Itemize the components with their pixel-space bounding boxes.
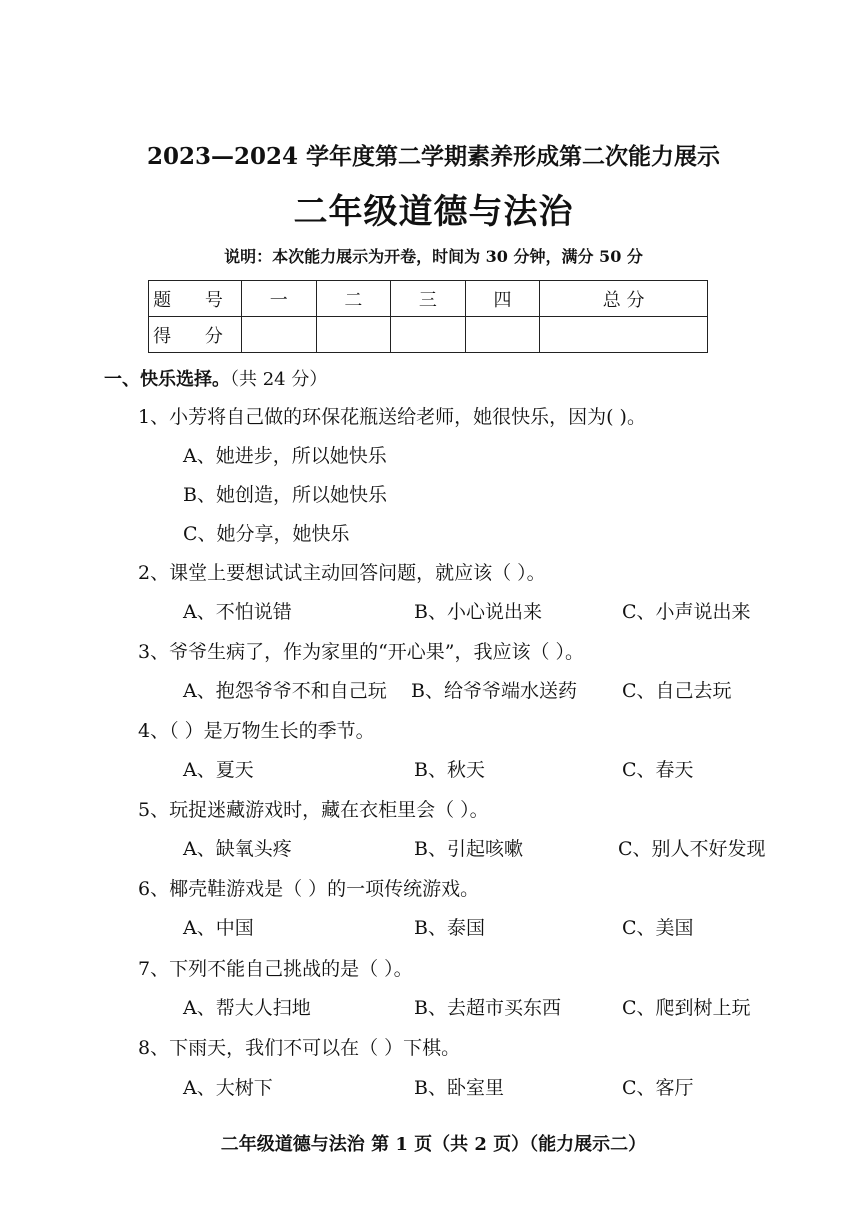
question-6-option-b: B、泰国 bbox=[414, 917, 485, 939]
question-2-option-c: C、小声说出来 bbox=[622, 601, 751, 623]
score-cell-header: 三 bbox=[391, 281, 466, 317]
question-8-option-b: B、卧室里 bbox=[414, 1077, 504, 1099]
question-6: 6、椰壳鞋游戏是（ ）的一项传统游戏。 bbox=[138, 878, 480, 900]
exam-instructions: 说明：本次能力展示为开卷，时间为 30 分钟，满分 50 分 bbox=[224, 247, 643, 266]
score-cell-blank bbox=[465, 317, 540, 353]
score-cell-blank bbox=[242, 317, 317, 353]
question-7-option-b: B、去超市买东西 bbox=[414, 997, 561, 1019]
question-8-option-a: A、大树下 bbox=[183, 1077, 273, 1099]
score-table bbox=[148, 280, 708, 353]
score-cell-label: 得 分 bbox=[149, 317, 242, 353]
score-table-header-row bbox=[149, 281, 708, 317]
exam-title-line1: 2023—2024 学年度第二学期素养形成第二次能力展示 bbox=[146, 143, 721, 170]
question-3-option-a: A、抱怨爷爷不和自己玩 bbox=[183, 680, 387, 702]
score-cell-blank bbox=[391, 317, 466, 353]
question-5-option-a: A、缺氧头疼 bbox=[183, 838, 292, 860]
score-table-score-row bbox=[149, 317, 708, 353]
question-8: 8、下雨天，我们不可以在（ ）下棋。 bbox=[138, 1037, 461, 1059]
exam-title-subject: 二年级道德与法治 bbox=[293, 192, 574, 232]
question-5: 5、玩捉迷藏游戏时，藏在衣柜里会（ ）。 bbox=[138, 799, 489, 821]
question-8-option-c: C、客厅 bbox=[622, 1077, 694, 1099]
score-cell-header: 四 bbox=[465, 281, 540, 317]
score-cell-header: 二 bbox=[316, 281, 391, 317]
score-cell-blank bbox=[316, 317, 391, 353]
page-footer: 二年级道德与法治 第 1 页（共 2 页）（能力展示二） bbox=[220, 1134, 647, 1155]
score-cell-label: 题 号 bbox=[149, 281, 242, 317]
score-cell-header: 一 bbox=[242, 281, 317, 317]
question-3: 3、爷爷生病了，作为家里的“开心果”，我应该（ ）。 bbox=[138, 641, 585, 663]
question-1-option-b: B、她创造，所以她快乐 bbox=[183, 484, 387, 506]
question-5-option-b: B、引起咳嗽 bbox=[414, 838, 523, 860]
section-heading bbox=[104, 365, 327, 391]
question-2: 2、课堂上要想试试主动回答问题，就应该（ ）。 bbox=[138, 562, 546, 584]
question-7: 7、下列不能自己挑战的是（ ）。 bbox=[138, 958, 413, 980]
question-1: 1、小芳将自己做的环保花瓶送给老师，她很快乐，因为( )。 bbox=[138, 406, 646, 428]
question-6-option-a: A、中国 bbox=[183, 917, 254, 939]
question-3-option-c: C、自己去玩 bbox=[622, 680, 732, 702]
question-5-option-c: C、别人不好发现 bbox=[618, 838, 766, 860]
question-4-option-b: B、秋天 bbox=[414, 759, 485, 781]
question-3-option-b: B、给爷爷端水送药 bbox=[411, 680, 577, 702]
question-4-option-a: A、夏天 bbox=[183, 759, 254, 781]
question-1-option-a: A、她进步，所以她快乐 bbox=[183, 445, 387, 467]
question-2-option-b: B、小心说出来 bbox=[414, 601, 542, 623]
question-4-option-c: C、春天 bbox=[622, 759, 694, 781]
section-points: （共 24 分） bbox=[230, 369, 328, 390]
question-4: 4、（ ）是万物生长的季节。 bbox=[138, 720, 375, 742]
question-7-option-a: A、帮大人扫地 bbox=[183, 997, 311, 1019]
question-2-option-a: A、不怕说错 bbox=[183, 601, 292, 623]
question-6-option-c: C、美国 bbox=[622, 917, 694, 939]
score-cell-blank bbox=[540, 317, 708, 353]
question-1-option-c: C、她分享，她快乐 bbox=[183, 523, 350, 545]
question-7-option-c: C、爬到树上玩 bbox=[622, 997, 751, 1019]
score-cell-header: 总 分 bbox=[540, 281, 708, 317]
section-title: 一、快乐选择。 bbox=[104, 369, 230, 390]
